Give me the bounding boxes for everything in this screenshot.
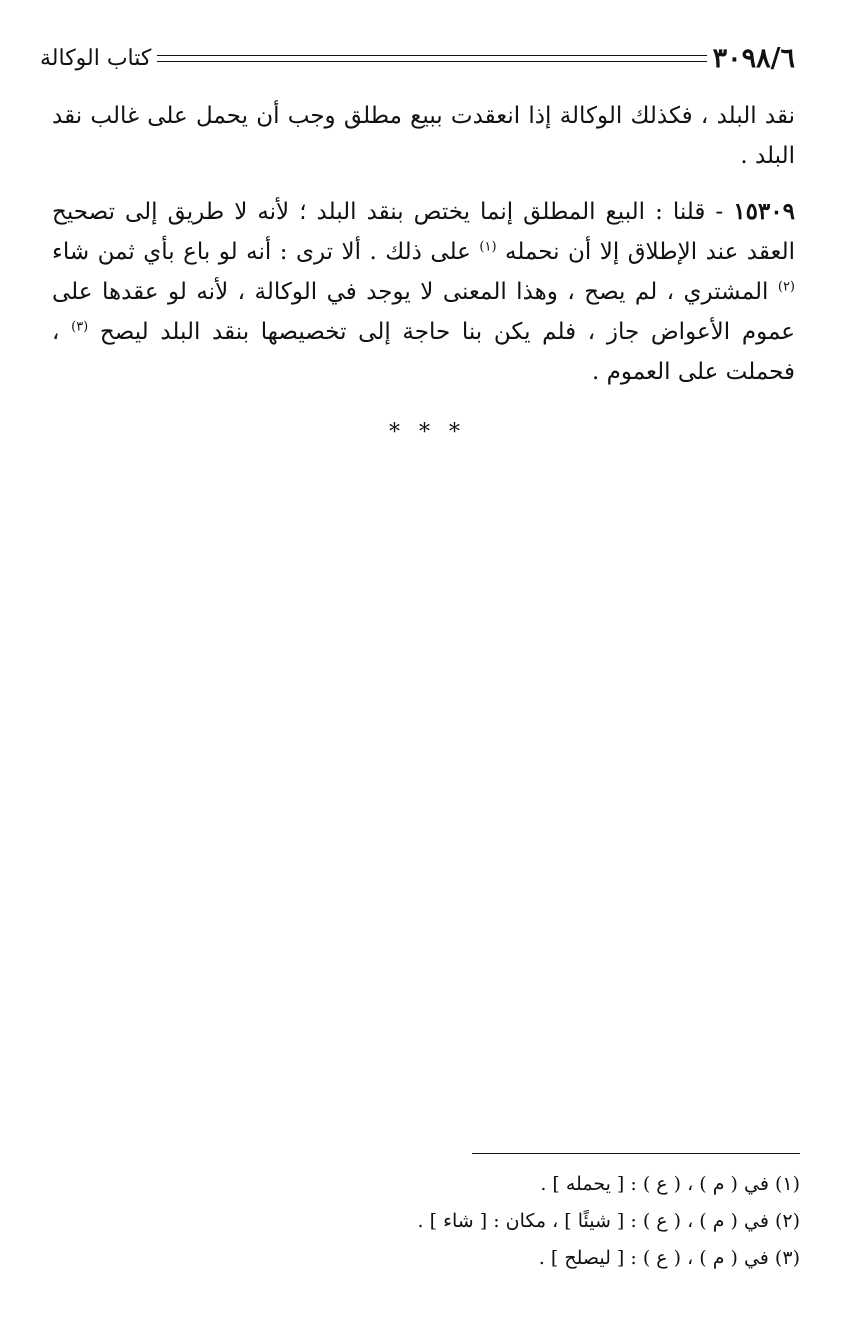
- footnote-ref-3: (٣): [71, 319, 89, 335]
- footnote-ref-1: (١): [479, 239, 497, 255]
- footnote-ref-2: (٢): [777, 279, 795, 295]
- issue-number: ١٥٣٠٩: [733, 198, 795, 225]
- paragraph-text-part-4: ، فحملت على العموم .: [52, 319, 795, 385]
- main-text: [52, 96, 795, 392]
- page-number: ٣٠٩٨/٦: [712, 42, 795, 74]
- header-double-rule: [157, 55, 706, 62]
- section-separator: * * *: [389, 420, 466, 445]
- paragraph-issue: [52, 192, 795, 392]
- footnote-2: (٢) في ( م ) ، ( ع ) : [ شيئًا ] ، مكان : [ شاء ] .: [417, 1210, 800, 1232]
- footnote-divider: [472, 1153, 800, 1154]
- running-header: [40, 40, 795, 76]
- footnotes: [60, 1166, 800, 1277]
- paragraph-text-part-2: على ذلك . ألا ترى : أنه لو باع بأي ثمن شاء: [52, 239, 480, 265]
- paragraph-text-part-3: المشتري ، لم يصح ، وهذا المعنى لا يوجد في الوكالة ، لأنه لو عقدها على عموم الأعواض جاز ، فلم يكن بنا حاجة إلى تخصيصها بنقد البلد ليصح: [52, 279, 795, 345]
- footnote-1: (١) في ( م ) ، ( ع ) : [ يحمله ] .: [540, 1173, 800, 1195]
- paragraph-text-part-1: - قلنا : البيع المطلق إنما يختص بنقد البلد ؛ لأنه لا طريق إلى تصحيح العقد عند الإطلاق إلا أن نحمله: [52, 199, 795, 265]
- footnote-3: (٣) في ( م ) ، ( ع ) : [ ليصلح ] .: [538, 1247, 800, 1269]
- book-title: كتاب الوكالة: [40, 45, 152, 71]
- paragraph-continuation: نقد البلد ، فكذلك الوكالة إذا انعقدت ببيع مطلق وجب أن يحمل على غالب نقد البلد .: [52, 103, 795, 169]
